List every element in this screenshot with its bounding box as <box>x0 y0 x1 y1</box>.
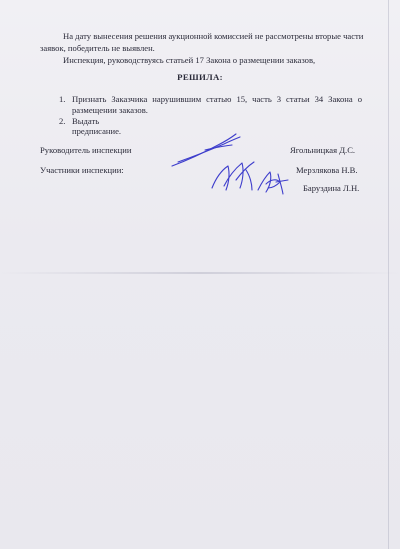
paper-crease <box>388 0 389 549</box>
member-2-signature-stroke-2 <box>266 180 280 188</box>
decision-item-1-continuation: размещении заказов. <box>72 105 148 115</box>
decision-heading: РЕШИЛА: <box>177 72 223 82</box>
head-role-label: Руководитель инспекции <box>40 145 132 155</box>
head-signature-stroke-3 <box>205 145 232 150</box>
paragraph-2: Инспекция, руководствуясь статьей 17 Закона о размещении заказов, <box>63 55 316 65</box>
member-2-name: Баруздина Л.Н. <box>303 183 360 193</box>
paragraph-1-line-1: На дату вынесения решения аукционной комиссией не рассмотрены вторые части <box>63 31 364 41</box>
head-name: Ягольницкая Д.С. <box>290 145 356 155</box>
decision-item-2-text: Выдать предписание. <box>72 116 122 136</box>
paper-fold <box>0 272 400 274</box>
member-1-name: Мерзлякова Н.В. <box>296 165 358 175</box>
member-1-signature-stroke <box>212 166 229 190</box>
member-1-signature-stroke-4 <box>246 170 252 190</box>
member-2-signature-stroke-3 <box>278 174 283 194</box>
member-1-signature-stroke-2 <box>224 163 243 188</box>
decision-item-2-number: 2. <box>59 116 66 126</box>
member-2-signature-stroke-4 <box>276 180 288 182</box>
decision-item-1-number: 1. <box>59 94 66 104</box>
member-2-signature-stroke <box>258 172 271 192</box>
members-role-label: Участники инспекции: <box>40 165 124 175</box>
member-1-signature-stroke-3 <box>236 162 254 180</box>
head-signature-stroke <box>172 134 236 166</box>
decision-item-1-text: Признать Заказчика нарушившим статью 15, часть 3 статьи 34 Закона о <box>72 94 362 104</box>
head-signature-stroke-2 <box>178 137 240 162</box>
paragraph-1-line-2: заявок, победитель не выявлен. <box>40 43 155 53</box>
